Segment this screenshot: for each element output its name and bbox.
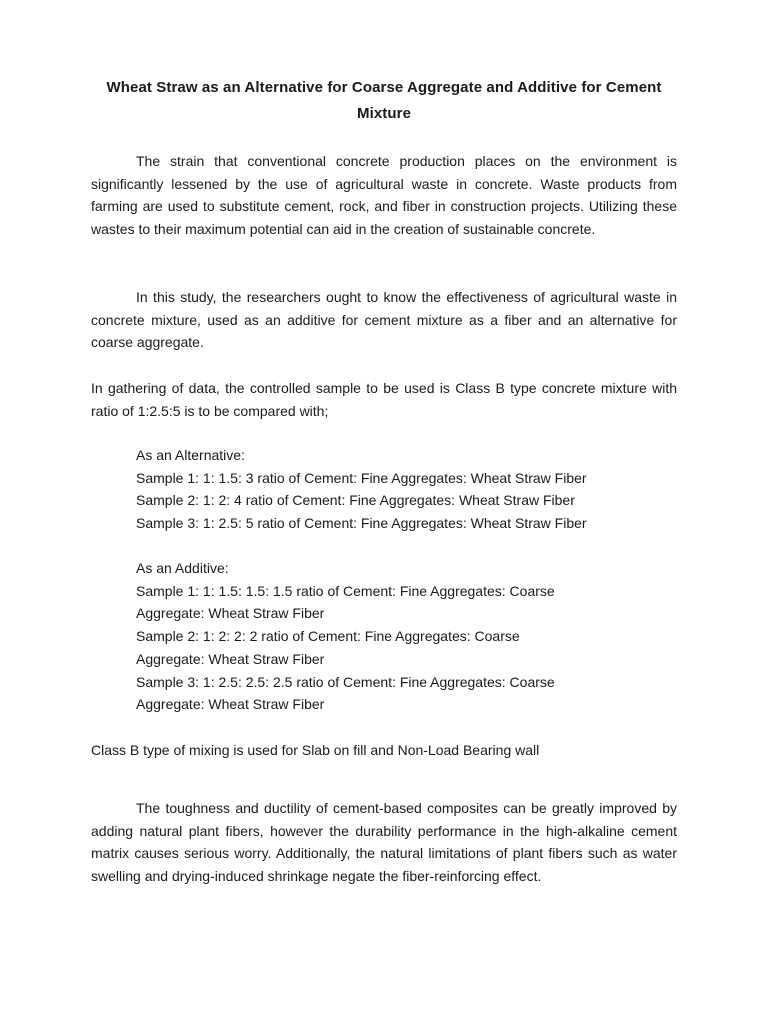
alternative-sample-list (136, 444, 676, 535)
list-item: Sample 3: 1: 2.5: 5 ratio of Cement: Fine Aggregates: Wheat Straw Fiber (136, 515, 587, 532)
paragraph-intro: The strain that conventional concrete production places on the environment is significantly lessened by the use of agricultural waste in concrete. Waste products from farming are used to substitute cement, rock, and fiber in construction projects. Utilizing these wastes to their maximum potential can aid in the creation of sustainable concrete. (91, 153, 677, 238)
paragraph-study: In this study, the researchers ought to know the effectiveness of agricultural waste in concrete mixture, used as an additive for cement mixture as a fiber and an alternative for coarse aggregate. (91, 289, 677, 351)
additive-sample-list (136, 557, 676, 716)
list-item: Sample 2: 1: 2: 4 ratio of Cement: Fine Aggregates: Wheat Straw Fiber (136, 492, 575, 509)
list-item: Aggregate: Wheat Straw Fiber (136, 605, 325, 622)
paragraph-class-b: Class B type of mixing is used for Slab on fill and Non-Load Bearing wall (91, 742, 540, 758)
list-item: Sample 3: 1: 2.5: 2.5: 2.5 ratio of Cement: Fine Aggregates: Coarse (136, 673, 555, 690)
list-item: Sample 1: 1: 1.5: 1.5: 1.5 ratio of Cement: Fine Aggregates: Coarse (136, 582, 555, 599)
paragraph-data-gathering: In gathering of data, the controlled sample to be used is Class B type concrete mixture with ratio of 1:2.5:5 is to be compared with; (91, 380, 677, 419)
alternative-heading: As an Alternative: (136, 447, 245, 463)
list-item: Sample 1: 1: 1.5: 3 ratio of Cement: Fine Aggregates: Wheat Straw Fiber (136, 469, 587, 486)
document-title: Wheat Straw as an Alternative for Coarse Aggregate and Additive for Cement Mixture (106, 79, 662, 122)
additive-heading: As an Additive: (136, 560, 229, 576)
list-item: Aggregate: Wheat Straw Fiber (136, 696, 325, 713)
list-item: Sample 2: 1: 2: 2: 2 ratio of Cement: Fine Aggregates: Coarse (136, 628, 520, 645)
list-item: Aggregate: Wheat Straw Fiber (136, 650, 325, 667)
paragraph-toughness: The toughness and ductility of cement-based composites can be greatly improved by adding natural plant fibers, however the durability performance in the high-alkaline cement matrix causes serious worry. Additionally, the natural limitations of plant fibers such as water swelling and drying-induced shrinkage negate the fiber-reinforcing effect. (91, 800, 677, 885)
